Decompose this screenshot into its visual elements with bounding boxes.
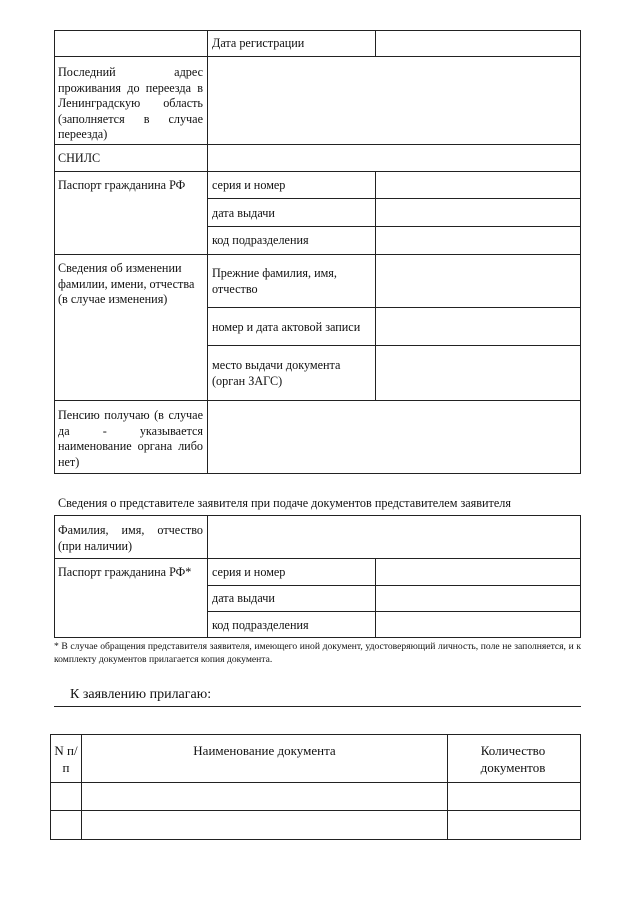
footnote: * В случае обращения представителя заявителя, имеющего иной документ, удостоверяющий личность, поле не заполняется, и к комплекту документов прилагается копия документа. [54,641,581,665]
representative-section-title: Сведения о представителе заявителя при подаче документов представителем заявителя [58,496,511,510]
reg-date-label: Дата регистрации [212,36,305,50]
rep-name-field[interactable] [208,516,580,558]
act-record-field[interactable] [376,308,580,345]
act-record-label: номер и дата актовой записи [212,320,361,334]
rep-name-label: Фамилия, имя, отчество (при наличии) [58,523,203,553]
rep-passport-series-label: серия и номер [212,565,286,579]
col-count-header: Количество документов [480,743,546,775]
col-num-header: N п/п [54,743,78,775]
rep-passport-code-field[interactable] [376,612,580,637]
name-change-label: Сведения об изменении фамилии, имени, отчества (в случае изменения) [58,261,195,306]
passport-series-label: серия и номер [212,178,286,192]
table-row[interactable] [51,783,580,810]
col-name-header: Наименование документа [193,743,336,758]
prev-name-field[interactable] [376,255,580,307]
last-address-field[interactable] [208,57,580,144]
snils-label: СНИЛС [58,151,101,165]
table-row[interactable] [51,811,580,839]
last-address-label: Последний адрес проживания до переезда в Ленинградскую область (заполняется в случае переезда) [58,65,203,141]
snils-field[interactable] [208,145,580,171]
attachments-heading: К заявлению прилагаю: [70,687,212,702]
passport-date-field[interactable] [376,199,580,226]
passport-code-label: код подразделения [212,233,309,247]
issue-place-field[interactable] [376,346,580,400]
prev-name-label: Прежние фамилия, имя, отчество [212,266,337,296]
rep-passport-label: Паспорт гражданина РФ* [58,565,192,579]
rep-passport-date-field[interactable] [376,586,580,611]
passport-date-label: дата выдачи [212,206,275,220]
passport-label: Паспорт гражданина РФ [58,178,186,192]
rep-passport-date-label: дата выдачи [212,591,275,605]
reg-date-field[interactable] [376,31,580,56]
rep-passport-series-field[interactable] [376,559,580,585]
pension-label: Пенсию получаю (в случае да - указывается наименование органа либо нет) [58,408,203,469]
passport-code-field[interactable] [376,227,580,254]
passport-series-field[interactable] [376,172,580,198]
issue-place-label: место выдачи документа (орган ЗАГС) [212,358,341,388]
rep-passport-code-label: код подразделения [212,618,309,632]
pension-field[interactable] [208,401,580,473]
